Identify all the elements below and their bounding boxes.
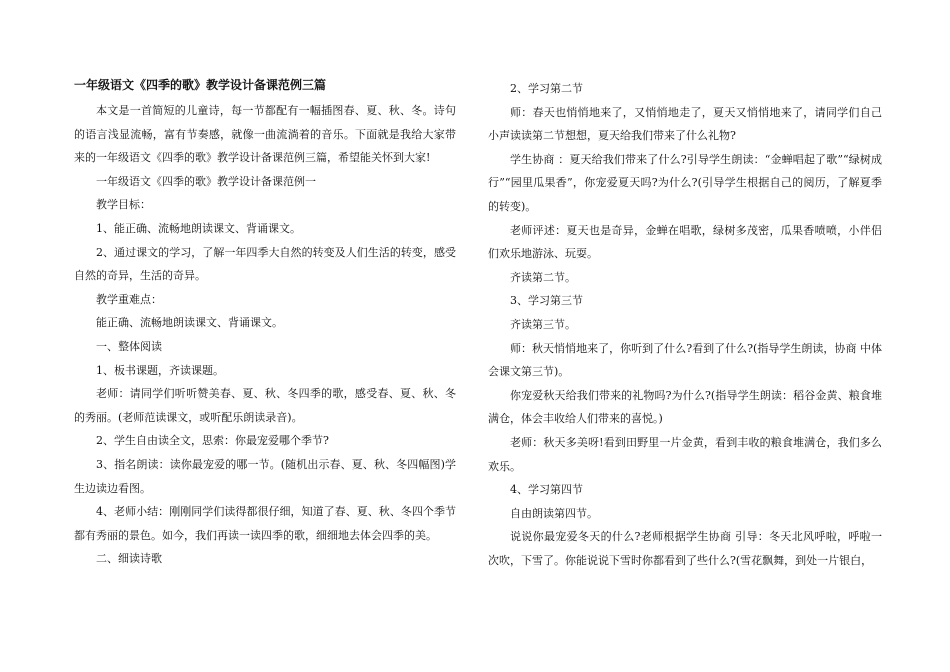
paragraph: 师：秋天悄悄地来了，你听到了什么?看到了什么?(指导学生朗读，协商 中体会课文第三节)。 bbox=[488, 341, 882, 379]
paragraph: 2、通过课文的学习，了解一年四季大自然的转变及人们生活的转变，感受自然的奇异，生活的奇异。 bbox=[74, 245, 456, 283]
paragraph: 老师：秋天多美呀!看到田野里一片金黄，看到丰收的粮食堆满仓，我们多么欢乐。 bbox=[488, 435, 882, 473]
paragraph: 3、学习第三节 bbox=[510, 294, 583, 308]
paragraph: 能正确、流畅地朗读课文、背诵课文。 bbox=[96, 316, 283, 330]
paragraph: 1、能正确、流畅地朗读课文、背诵课文。 bbox=[96, 221, 301, 235]
paragraph: 一年级语文《四季的歌》教学设计备课范例一 bbox=[96, 174, 316, 188]
left-column bbox=[74, 77, 456, 571]
paragraph: 自由朗读第四节。 bbox=[510, 506, 598, 520]
paragraph: 说说你最宠爱冬天的什么?老师根据学生协商 引导：冬天北风呼啦，呼啦一次吹，下雪了。你能说说下雪时你都看到了些什么?(雪花飘舞，到处一片银白， bbox=[488, 530, 882, 567]
paragraph: 二、细读诗歌 bbox=[96, 552, 162, 566]
paragraph: 3、指名朗读：读你最宠爱的哪一节。(随机出示春、夏、秋、冬四幅图)学生边读边看图。 bbox=[74, 457, 456, 495]
paragraph: 老师评述：夏天也是奇异，金蝉在唱歌，绿树多茂密，瓜果香喷喷，小伴侣们欢乐地游泳、玩耍。 bbox=[488, 223, 882, 261]
paragraph: 齐读第三节。 bbox=[510, 317, 576, 331]
paragraph: 1、板书课题，齐读课题。 bbox=[96, 363, 224, 377]
paragraph: 2、学生自由读全文，思索：你最宠爱哪个季节? bbox=[96, 434, 329, 448]
document-title: 一年级语文《四季的歌》教学设计备课范例三篇 bbox=[74, 78, 327, 92]
paragraph: 4、学习第四节 bbox=[510, 483, 583, 497]
paragraph: 你宠爱秋天给我们带来的礼物吗?为什么?(指导学生朗读：稻谷金黄、粮食堆满仓，体会丰收给人们带来的喜悦。) bbox=[488, 388, 882, 426]
paragraph: 师：春天也悄悄地来了，又悄悄地走了，夏天又悄悄地来了，请同学们自己小声读读第二节想想，夏天给我们带来了什么礼物? bbox=[488, 105, 882, 143]
paragraph: 齐读第二节。 bbox=[510, 270, 576, 284]
paragraph: 2、学习第二节 bbox=[510, 82, 583, 95]
paragraph: 本文是一首简短的儿童诗，每一节都配有一幅插图春、夏、秋、冬。诗句的语言浅显流畅，富有节奏感，就像一曲流淌着的音乐。下面就是我给大家带来的一年级语文《四季的歌》教学设计备课范例三篇，希望能关怀到大家! bbox=[74, 104, 456, 165]
paragraph: 老师：请同学们听听赞美春、夏、秋、冬四季的歌，感受春、夏、秋、冬的秀丽。(老师范读课文，或听配乐朗读录音)。 bbox=[74, 387, 456, 424]
paragraph: 教学重难点： bbox=[96, 292, 162, 306]
paragraph: 教学目标： bbox=[96, 198, 151, 212]
paragraph: 一、整体阅读 bbox=[96, 339, 162, 353]
paragraph: 4、老师小结：刚刚同学们读得都很仔细，知道了春、夏、秋、冬四个季节都有秀丽的景色。如今，我们再读一读四季的歌，细细地去体会四季的美。 bbox=[74, 505, 456, 542]
paragraph: 学生协商 ：夏天给我们带来了什么?引导学生朗读：“金蝉唱起了歌”“绿树成行”“园里瓜果香”，你宠爱夏天吗?为什么?(引导学生根据自己的阅历，了解夏季的转变)。 bbox=[488, 152, 882, 213]
right-column bbox=[488, 77, 882, 572]
